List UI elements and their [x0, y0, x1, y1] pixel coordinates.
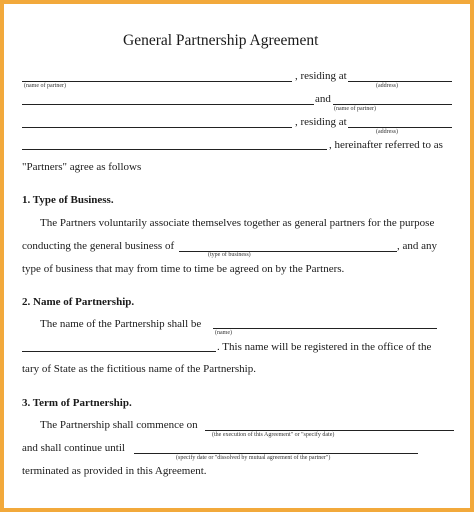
partner2-address-line[interactable] [348, 127, 452, 128]
section1-line3: type of business that may from time to time be agreed on by the Partners. [22, 263, 345, 275]
partner2-address-caption: (address) [376, 129, 398, 135]
section1-line2a: conducting the general business of [22, 240, 175, 252]
section3-line3: terminated as provided in this Agreement. [22, 465, 207, 477]
continue-until-caption: (specify date or "dissolved by mutual agreement of the partner") [176, 455, 331, 461]
section3-heading: 3. Term of Partnership. [22, 397, 132, 409]
partner1-address-cont-line[interactable] [22, 104, 314, 105]
section2-line1: The name of the Partnership shall be [40, 318, 202, 330]
partner1-name-line[interactable] [22, 81, 292, 82]
section3-line1: The Partnership shall commence on [40, 419, 198, 431]
type-of-business-caption: (type of business) [208, 252, 251, 258]
partner1-address-line[interactable] [348, 81, 452, 82]
section1-line2b: , and any [397, 240, 438, 252]
partner1-name-caption: (name of partner) [24, 83, 66, 89]
partner2-name-caption: (name of partner) [334, 106, 376, 112]
section2-line2: . This name will be registered in the office of the [217, 341, 432, 353]
residing-at-label-2: , residing at [295, 116, 347, 128]
section1-heading: 1. Type of Business. [22, 194, 114, 206]
hereinafter-label: , hereinafter referred to as [329, 139, 443, 151]
partner2-name-cont-line[interactable] [22, 127, 292, 128]
commence-date-caption: (the execution of this Agreement" or "specify date) [212, 432, 335, 438]
continue-until-line[interactable] [134, 453, 418, 454]
commence-date-line[interactable] [205, 430, 454, 431]
partners-agree-text: "Partners" agree as follows [22, 161, 142, 173]
section2-line3: tary of State as the fictitious name of the Partnership. [22, 363, 256, 375]
partnership-name-cont-line[interactable] [22, 351, 216, 352]
and-label: and [315, 93, 331, 105]
residing-at-label-1: , residing at [295, 70, 347, 82]
partnership-name-caption: (name) [215, 330, 232, 336]
section1-line1: The Partners voluntarily associate themselves together as general partners for the purpose [40, 217, 435, 229]
section3-line2: and shall continue until [22, 442, 125, 454]
partnership-name-line[interactable] [213, 328, 437, 329]
partner2-address-cont-line[interactable] [22, 149, 327, 150]
document-title: General Partnership Agreement [123, 32, 319, 49]
partner1-address-caption: (address) [376, 83, 398, 89]
partner2-name-line[interactable] [333, 104, 452, 105]
section2-heading: 2. Name of Partnership. [22, 296, 135, 308]
